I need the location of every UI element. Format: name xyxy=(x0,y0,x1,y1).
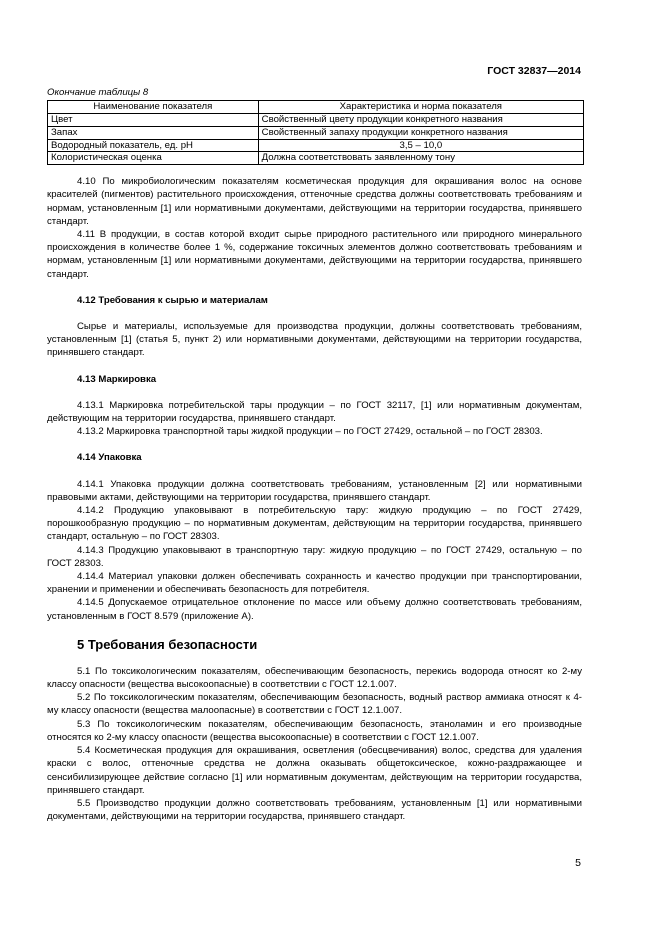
paragraph-4-13-2: 4.13.2 Маркировка транспортной тары жидкой продукции – по ГОСТ 27429, остальной – по ГОСТ 28303. xyxy=(77,426,543,438)
heading-4-13: 4.13 Маркировка xyxy=(77,373,157,385)
paragraph-5-5: 5.5 Производство продукции должно соответствовать требованиям, установленным [1] или нормативными документами, действующими на территории государства, принявшего стандарт. xyxy=(47,797,582,823)
table-cell: Колористическая оценка xyxy=(48,152,259,165)
table-header-cell: Наименование показателя xyxy=(48,101,259,114)
page-content xyxy=(47,86,582,823)
paragraph-4-12: Сырье и материалы, используемые для производства продукции, должны соответствовать требованиям, установленным [1] (статья 5, пункт 2) или нормативными документами, действующими на территории государства, принявшего стандарт. xyxy=(47,321,582,359)
table-row xyxy=(48,126,584,139)
paragraph-4-14-4: 4.14.4 Материал упаковки должен обеспечивать сохранность и качество продукции при транспортировании, хранении и применении и обеспечивать безопасность для потребителя. xyxy=(47,571,582,596)
table-cell: 3,5 – 10,0 xyxy=(258,139,583,152)
page-number: 5 xyxy=(575,857,581,869)
paragraph-5-2: 5.2 По токсикологическим показателям, обеспечивающим безопасность, водный раствор аммиака относят к 4-му классу опасности (вещества малоопасные) в соответствии с ГОСТ 12.1.007. xyxy=(47,692,582,717)
paragraph-4-14-1: 4.14.1 Упаковка продукции должна соответствовать требованиям, установленным [2] или нормативными правовыми актами, действующими на территории государства, принявшего стандарт. xyxy=(47,478,582,503)
table-header-cell: Характеристика и норма показателя xyxy=(258,101,583,114)
heading-4-12: 4.12 Требования к сырью и материалам xyxy=(77,294,268,306)
heading-4-14: 4.14 Упаковка xyxy=(77,452,142,464)
table-header-row xyxy=(48,101,584,114)
paragraph-5-4: 5.4 Косметическая продукция для окрашивания, осветления (обесцвечивания) волос, средства для удаления краски с волос, оттеночные средства не должна оказывать общетоксическое, кожно-раздражающее и сенсибилизирующее действие согласно [1] или нормативным документам, действующим на территории государства, принявшего стандарт. xyxy=(47,745,582,796)
table-cell: Должна соответствовать заявленному тону xyxy=(258,152,583,165)
section-5-heading: 5 Требования безопасности xyxy=(77,636,258,652)
table-row xyxy=(48,114,584,127)
table-cell: Запах xyxy=(48,126,259,139)
paragraph-5-1: 5.1 По токсикологическим показателям, обеспечивающим безопасность, перекись водорода относят ко 2-му классу опасности (вещества высокоопасные) в соответствии с ГОСТ 12.1.007. xyxy=(47,665,582,691)
paragraph-5-3: 5.3 По токсикологическим показателям, обеспечивающим безопасность, этаноламин и его производные относятся ко 2-му классу опасности (вещества высокоопасные) в соответствии с ГОСТ 12.1.007. xyxy=(47,718,582,743)
table-cell: Цвет xyxy=(48,114,259,127)
table-cell: Водородный показатель, ед. рН xyxy=(48,139,259,152)
table-row xyxy=(48,139,584,152)
table-cell: Свойственный цвету продукции конкретного названия xyxy=(258,114,583,127)
paragraph-4-14-5: 4.14.5 Допускаемое отрицательное отклонение по массе или объему должно соответствовать требованиям, установленным в ГОСТ 8.579 (приложение А). xyxy=(47,597,582,622)
paragraph-4-10: 4.10 По микробиологическим показателям косметическая продукция для окрашивания волос на основе красителей (пигментов) растительного происхождения, оттеночные средства должны соответствовать требованиям и нормам, установленным [1] или нормативными документами, действующими на территории государства, принявшего стандарт. xyxy=(47,176,582,227)
table-cell: Свойственный запаху продукции конкретного названия xyxy=(258,126,583,139)
table-8 xyxy=(47,100,584,165)
paragraph-4-14-2: 4.14.2 Продукцию упаковывают в потребительскую тару: жидкую продукцию – по ГОСТ 27429, порошкообразную продукцию – по нормативным документам, действующим на территории государства, принявшего стандарт, остальную – по ГОСТ 28303. xyxy=(47,505,582,543)
standard-header: ГОСТ 32837—2014 xyxy=(487,65,581,77)
paragraph-4-13-1: 4.13.1 Маркировка потребительской тары продукции – по ГОСТ 32117, [1] или нормативным документам, действующим на территории государства, принявшего стандарт. xyxy=(47,399,582,425)
table-caption: Окончание таблицы 8 xyxy=(47,87,149,98)
table-row xyxy=(48,152,584,165)
paragraph-4-11: 4.11 В продукции, в состав которой входит сырье природного растительного или природного минерального происхождения в количестве более 1 %, содержание токсичных элементов должно соответствовать требованиям и нормам, установленным [1] или нормативными документами, действующими на территории государства, принявшего стандарт. xyxy=(47,229,582,280)
paragraph-4-14-3: 4.14.3 Продукцию упаковывают в транспортную тару: жидкую продукцию – по ГОСТ 27429, остальную – по ГОСТ 28303. xyxy=(47,544,582,569)
